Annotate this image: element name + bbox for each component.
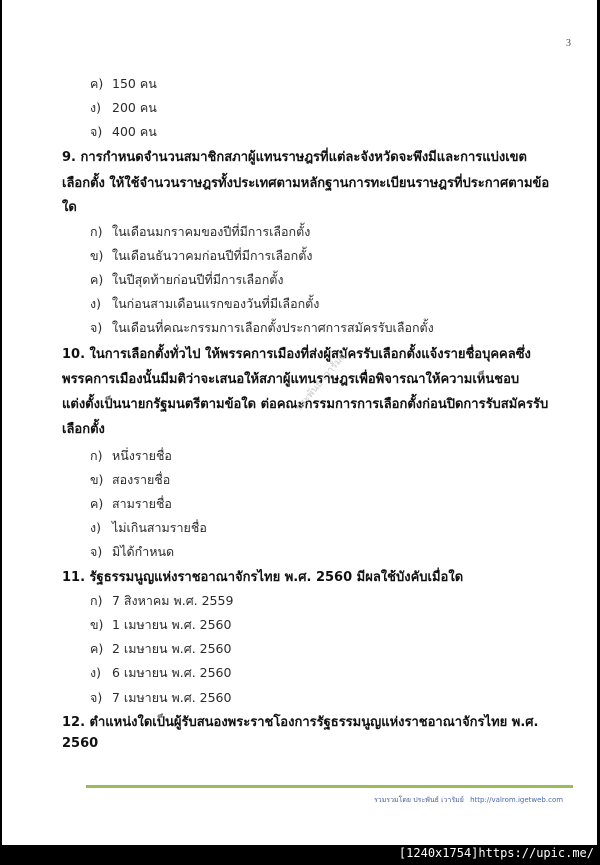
question-9-line-2: เลือกตั้ง ให้ใช้จำนวนราษฎรทั้งประเทศตามหลักฐานการทะเบียนราษฎรที่ประกาศตามข้อ	[62, 176, 550, 191]
choice-text: ในเดือนที่คณะกรรมการเลือกตั้งประกาศการสมัครรับเลือกตั้ง	[112, 320, 434, 335]
choice-item	[90, 615, 231, 635]
choice-text: ในปีสุดท้ายก่อนปีที่มีการเลือกตั้ง	[112, 272, 284, 287]
question-12-line-1: 12. ตำแหน่งใดเป็นผู้รับสนองพระราชโองการรัฐธรรมนูญแห่งราชอาณาจักรไทย พ.ศ.	[62, 715, 539, 730]
page-number: 3	[566, 38, 571, 49]
choice-item	[90, 74, 157, 94]
footer-credit: รวมรวมโดย ประพันธ์ เวารัมย์	[374, 796, 464, 804]
question-10-line-4: เลือกตั้ง	[62, 422, 105, 437]
choice-label: ค)	[90, 76, 104, 91]
choice-item	[90, 639, 231, 659]
question-9-line-3: ใด	[62, 200, 77, 215]
choice-text: สามรายชื่อ	[112, 496, 172, 511]
choice-text: 150 คน	[112, 76, 157, 91]
choice-label: ค)	[90, 641, 104, 656]
image-host-stamp: [1240x1754]https://upic.me/	[398, 846, 594, 860]
question-10-line-1: 10. ในการเลือกตั้งทั่วไป ให้พรรคการเมืองที่ส่งผู้สมัครรับเลือกตั้งแจ้งรายชื่อบุคคลซึ่ง	[62, 347, 531, 362]
question-9-line-1: 9. การกำหนดจำนวนสมาชิกสภาผู้แทนราษฎรที่แต่ละจังหวัดจะพึงมีและการแบ่งเขต	[62, 150, 527, 165]
choice-label: ง)	[90, 665, 101, 680]
choice-item	[90, 318, 434, 338]
choice-text: หนึ่งรายชื่อ	[112, 448, 172, 463]
choice-label: ง)	[90, 296, 101, 311]
footer-url-link[interactable]: http://valrom.igetweb.com	[470, 796, 564, 804]
choice-text: 7 สิงหาคม พ.ศ. 2559	[112, 593, 234, 608]
choice-label: จ)	[90, 124, 103, 139]
question-12-line-2: 2560	[62, 736, 99, 751]
choice-item	[90, 246, 312, 266]
document-page	[2, 0, 597, 845]
choice-text: ไม่เกินสามรายชื่อ	[112, 520, 207, 535]
choice-text: 2 เมษายน พ.ศ. 2560	[112, 641, 232, 656]
choice-label: ข)	[90, 248, 104, 263]
choice-item	[90, 663, 231, 683]
choice-label: จ)	[90, 320, 103, 335]
footer-rule	[86, 785, 573, 788]
choice-label: ก)	[90, 224, 103, 239]
choice-item	[90, 542, 174, 562]
choice-label: จ)	[90, 690, 103, 705]
choice-label: ง)	[90, 520, 101, 535]
choice-label: ก)	[90, 593, 103, 608]
choice-item	[90, 294, 319, 314]
choice-item	[90, 222, 310, 242]
choice-item	[90, 470, 170, 490]
choice-text: สองรายชื่อ	[112, 472, 171, 487]
choice-item	[90, 446, 172, 466]
choice-item	[90, 270, 283, 290]
choice-item	[90, 98, 157, 118]
choice-label: ข)	[90, 472, 104, 487]
choice-text: 200 คน	[112, 100, 157, 115]
choice-label: ง)	[90, 100, 101, 115]
choice-text: 400 คน	[112, 124, 157, 139]
choice-item	[90, 688, 231, 708]
question-10-line-2: พรรคการเมืองนั้นมีมติว่าจะเสนอให้สภาผู้แทนราษฎรเพื่อพิจารณาให้ความเห็นชอบ	[62, 372, 520, 387]
question-10-line-3: แต่งตั้งเป็นนายกรัฐมนตรีตามข้อใด ต่อคณะกรรมการการเลือกตั้งก่อนปิดการรับสมัครรับ	[62, 397, 549, 412]
choice-item	[90, 518, 207, 538]
choice-text: ในเดือนมกราคมของปีที่มีการเลือกตั้ง	[112, 224, 311, 239]
choice-label: ค)	[90, 272, 104, 287]
choice-text: ในก่อนสามเดือนแรกของวันที่มีเลือกตั้ง	[112, 296, 320, 311]
choice-label: ค)	[90, 496, 104, 511]
choice-text: 6 เมษายน พ.ศ. 2560	[112, 665, 232, 680]
footer	[374, 795, 563, 806]
choice-label: ก)	[90, 448, 103, 463]
choice-item	[90, 591, 233, 611]
choice-text: 1 เมษายน พ.ศ. 2560	[112, 617, 232, 632]
question-11-line-1: 11. รัฐธรรมนูญแห่งราชอาณาจักรไทย พ.ศ. 2560 มีผลใช้บังคับเมื่อใด	[62, 570, 464, 585]
choice-label: จ)	[90, 544, 103, 559]
choice-text: 7 เมษายน พ.ศ. 2560	[112, 690, 232, 705]
choice-text: ในเดือนธันวาคมก่อนปีที่มีการเลือกตั้ง	[112, 248, 313, 263]
choice-item	[90, 122, 157, 142]
choice-item	[90, 494, 172, 514]
choice-text: มิได้กำหนด	[112, 544, 175, 559]
choice-label: ข)	[90, 617, 104, 632]
watermark-text: ประพันธ์ เวารัมย์	[293, 350, 349, 414]
